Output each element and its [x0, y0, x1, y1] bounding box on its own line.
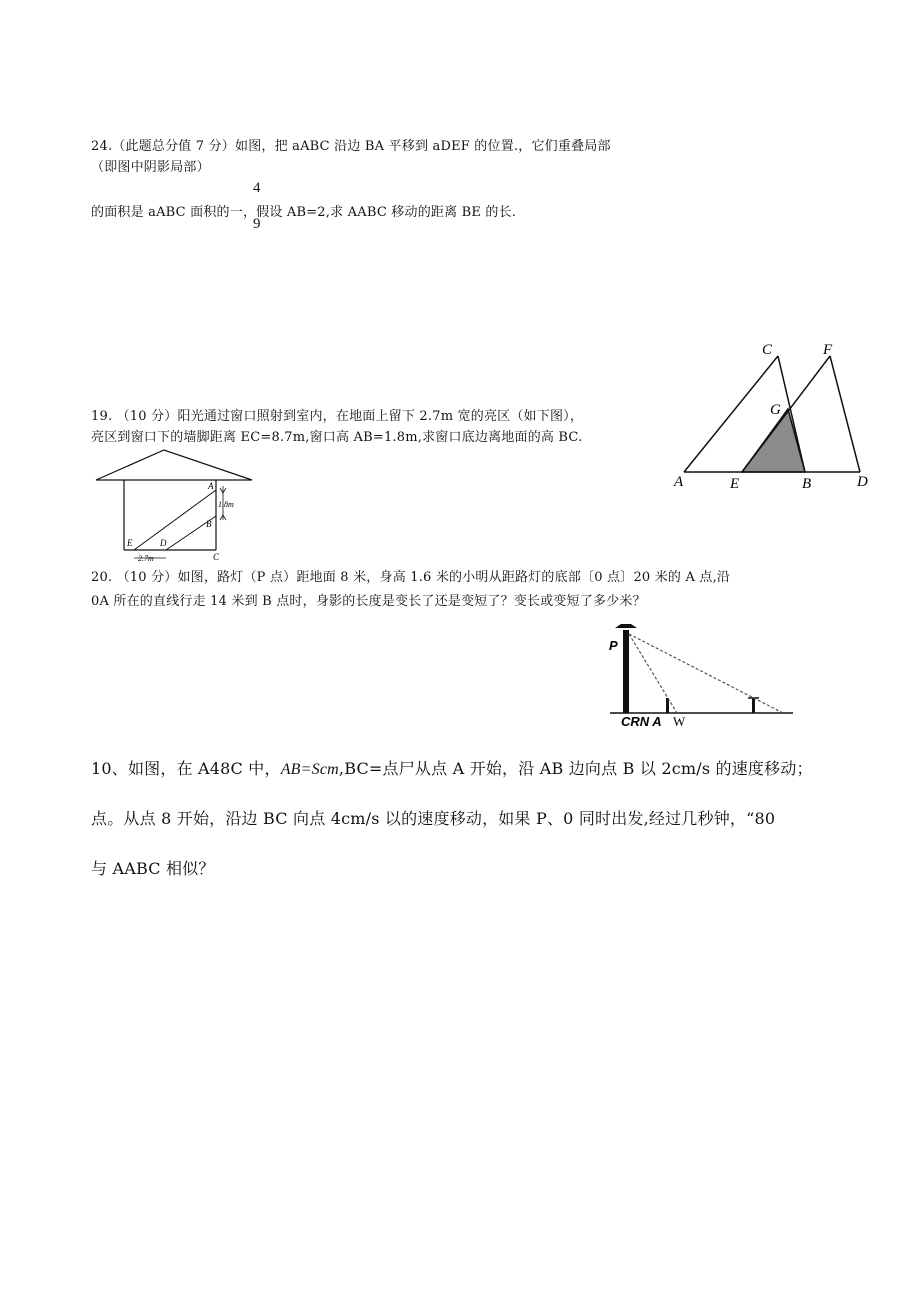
q20-line-1: 20. （10 分）如图，路灯（P 点）距地面 8 米，身高 1.6 米的小明从距路灯的底部〔0 点〕20 米的 A 点,沿: [91, 570, 731, 585]
label-W: W: [673, 714, 686, 729]
q19-house-figure: [94, 448, 254, 563]
label-B: B: [802, 476, 812, 492]
q19-line-2: 亮区到窗口下的墙脚距离 EC=8.7m,窗口高 AB=1.8m,求窗口底边离地面的高 BC.: [91, 430, 583, 445]
q24-line-1: 24.（此题总分值 7 分）如图，把 aABC 沿边 BA 平移到 aDEF 的位置.，它们重叠局部: [91, 139, 611, 154]
label-P: P: [609, 638, 618, 653]
height-label: 1.8m: [218, 500, 234, 509]
q24-line-3: 的面积是 aABC 面积的一，假设 AB=2,求 AABC 移动的距离 BE 的长.: [91, 205, 517, 220]
label-D: D: [160, 538, 167, 548]
q24-fraction-denominator: 9: [253, 216, 261, 232]
overlap-shaded-region: [742, 409, 805, 472]
q10-line-1: [91, 756, 813, 779]
q20-line-2: 0A 所在的直线行走 14 米到 B 点时，身影的长度是变长了还是变短了？变长或变短了多少米？: [91, 594, 646, 609]
person-A: [666, 698, 669, 713]
q10-line-1-italic: AB=Scm: [280, 761, 339, 778]
roof: [96, 450, 252, 480]
lamp-pole: [623, 630, 629, 713]
person-B: [752, 698, 755, 713]
label-E: E: [730, 476, 740, 492]
base-labels: CRN A: [621, 714, 662, 729]
label-G: G: [770, 402, 781, 418]
q10-line-3: 与 AABC 相似？: [91, 859, 215, 878]
q19-line-1: 19. （10 分）阳光通过窗口照射到室内，在地面上留下 2.7m 宽的亮区（如下图），: [91, 409, 584, 424]
q24-triangle-figure: [670, 340, 890, 490]
q20-lamp-figure: [605, 620, 795, 730]
width-label: 2.7m: [138, 554, 154, 563]
label-A: A: [674, 474, 684, 490]
label-A: A: [208, 481, 214, 491]
label-E: E: [127, 538, 133, 548]
label-B: B: [206, 519, 212, 529]
side-FD: [830, 356, 860, 472]
ray-A-E: [134, 490, 216, 550]
lamp-head: [615, 624, 637, 628]
q10-line-2: 点。从点 8 开始，沿边 BC 向点 4cm∕s 以的速度移动，如果 P、0 同时出发,经过几秒钟，“80: [91, 809, 776, 828]
light-ray-to-B: [629, 634, 783, 713]
label-D: D: [857, 474, 868, 490]
q10-line-1-end: ,BC=点尸从点 A 开始，沿 AB 边向点 B 以 2cm∕s 的速度移动；: [338, 759, 813, 778]
label-C: C: [213, 552, 220, 562]
label-F: F: [823, 342, 833, 358]
q10-line-1-start: 10、如图，在 A48C 中，: [91, 759, 281, 778]
label-C: C: [762, 342, 773, 358]
q24-line-2: （即图中阴影局部）: [91, 160, 210, 175]
q24-fraction-numerator: 4: [253, 180, 261, 196]
